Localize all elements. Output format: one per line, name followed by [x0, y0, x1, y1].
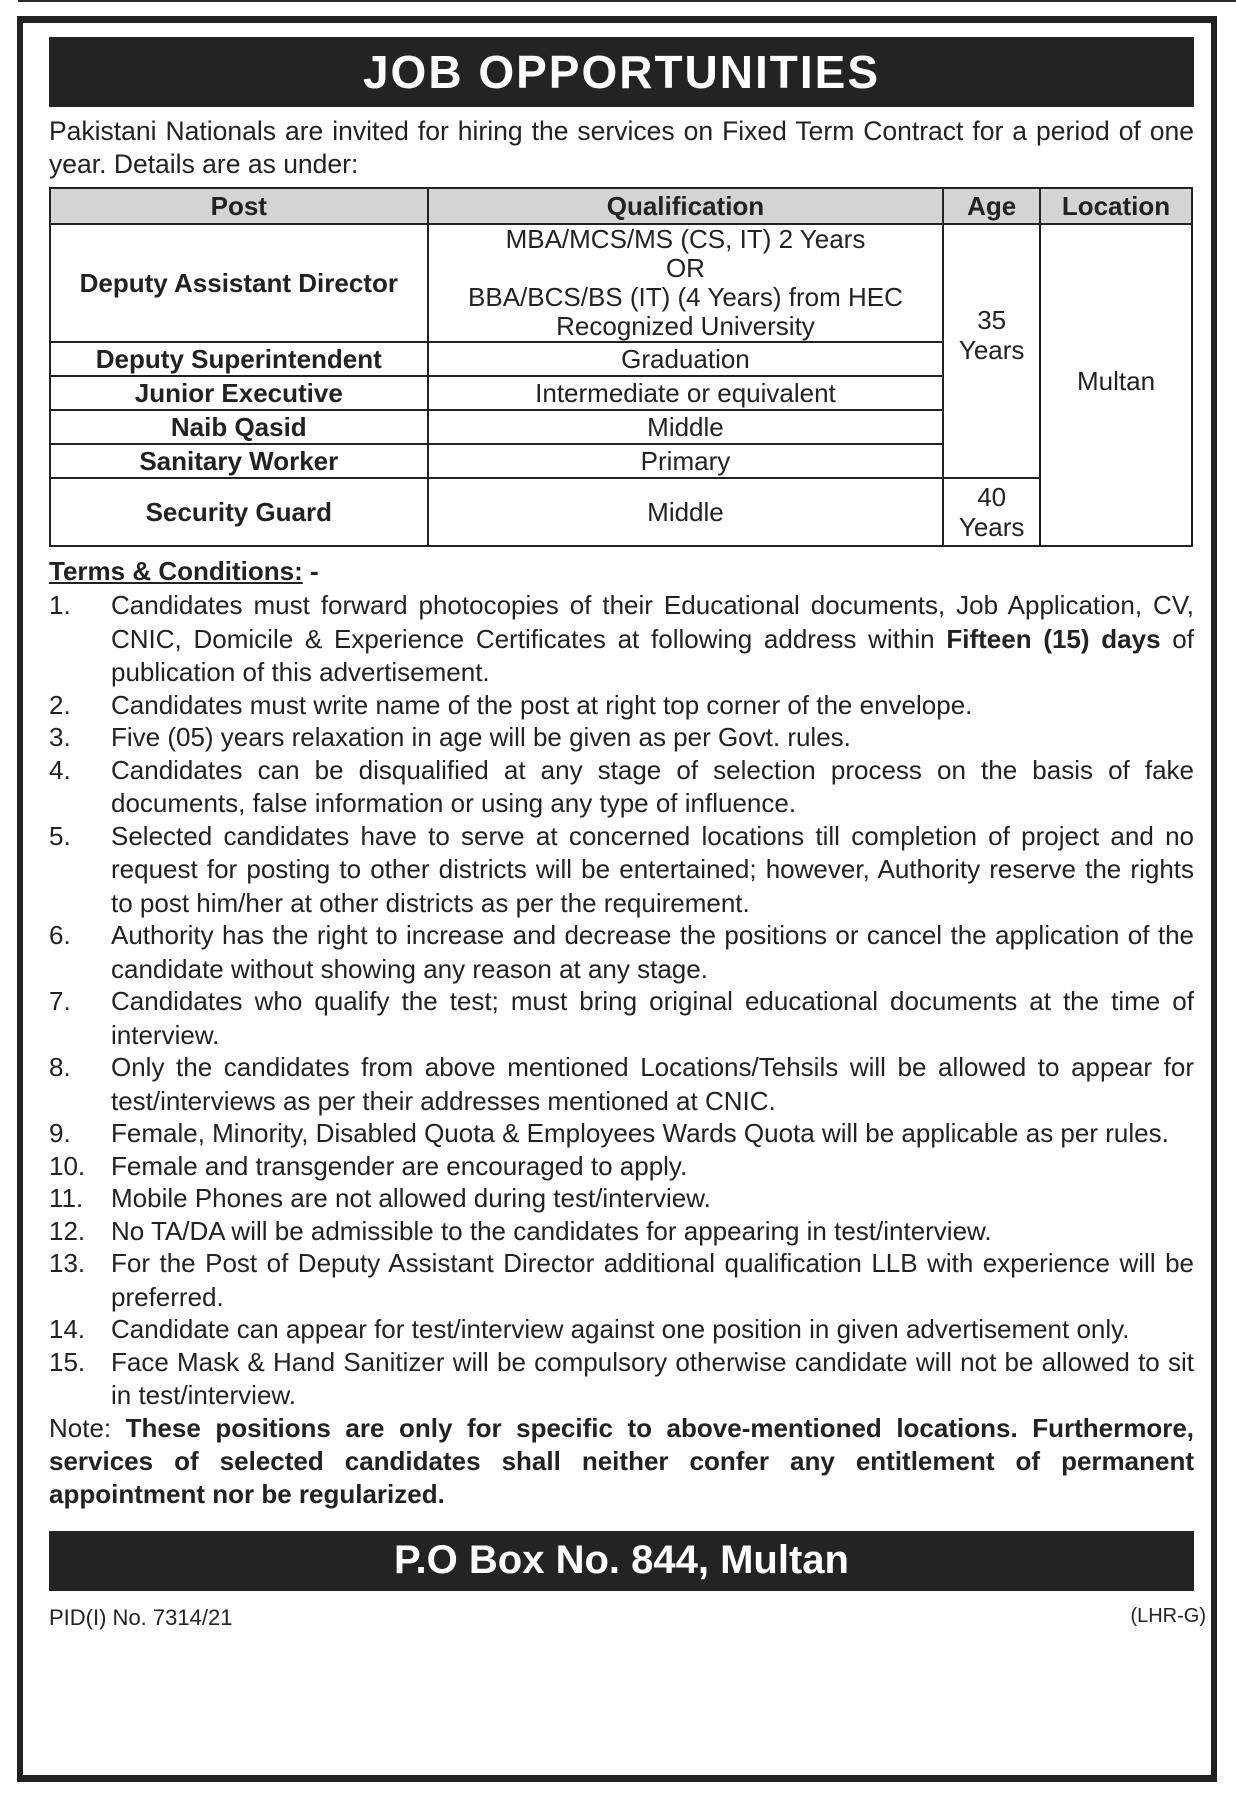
item-number: 12. [49, 1215, 86, 1246]
item-text: Candidates must write name of the post at right top corner of the envelope. [111, 689, 973, 720]
terms-heading-label: Terms & Conditions: [49, 556, 303, 586]
item-text: Candidates can be disqualified at any stage of selection process on the basis of fake documents, false information or using any type of influence. [111, 754, 1194, 818]
list-item [49, 589, 1194, 690]
item-text: No TA/DA will be admissible to the candidates for appearing in test/interview. [111, 1215, 992, 1246]
header-post: Post [50, 188, 428, 224]
item-number: 7. [49, 986, 71, 1016]
item-text [111, 589, 1194, 690]
location-cell: Multan [1040, 224, 1192, 546]
terms-heading-suffix: - [302, 556, 319, 586]
list-item [49, 1313, 1194, 1347]
note-label: Note: [49, 1412, 126, 1443]
qualification-cell: Intermediate or equivalent [428, 376, 944, 410]
advertisement-content [49, 37, 1206, 1631]
item-text: Candidate can appear for test/interview against one position in given advertisement only. [111, 1314, 1130, 1344]
qualification-cell: Primary [428, 444, 944, 478]
note [49, 1412, 1194, 1511]
list-item [49, 1346, 1194, 1413]
item-number: 4. [49, 754, 71, 785]
qualification-line: OR [665, 253, 705, 283]
age-value: 40 [977, 482, 1007, 512]
qualification-cell: Graduation [428, 342, 944, 376]
qualification-cell: Middle [428, 410, 944, 444]
list-item [49, 689, 1194, 723]
age-unit: Years [958, 335, 1025, 365]
item-text: Mobile Phones are not allowed during test/interview. [111, 1183, 711, 1213]
intro-text: Pakistani Nationals are invited for hiring the services on Fixed Term Contract for a period of one year. Details are as under: [49, 116, 1194, 179]
top-rule [18, 0, 1236, 2]
item-text: Female and transgender are encouraged to apply. [111, 1150, 688, 1181]
post-cell: Sanitary Worker [50, 444, 428, 478]
item-text: Five (05) years relaxation in age will be given as per Govt. rules. [111, 722, 851, 752]
list-item [49, 1150, 1194, 1184]
item-number: 2. [49, 689, 71, 720]
qualification-line: BBA/BCS/BS (IT) (4 Years) from HEC [468, 282, 903, 312]
list-item [49, 820, 1194, 921]
item-text: Only the candidates from above mentioned Locations/Tehsils will be allowed to appear for test/interviews as per their addresses mentioned at CNIC. [111, 1052, 1194, 1116]
list-item [49, 1182, 1194, 1216]
item-number: 10. [49, 1150, 86, 1181]
item-number: 5. [49, 820, 71, 851]
item-text: Face Mask & Hand Sanitizer will be compulsory otherwise candidate will not be allowed to sit in test/interview. [111, 1346, 1194, 1410]
item-text: Female, Minority, Disabled Quota & Employees Wards Quota will be applicable as per rules. [111, 1118, 1169, 1148]
item-number: 13. [49, 1248, 86, 1278]
item-number: 14. [49, 1314, 86, 1344]
terms-heading [49, 555, 1194, 587]
table-row [50, 224, 1192, 342]
item-text-part: of publication of this advertisement. [111, 623, 1194, 687]
post-cell: Junior Executive [50, 376, 428, 410]
item-number: 11. [49, 1183, 84, 1213]
post-cell: Naib Qasid [50, 410, 428, 444]
item-text-bold: Fifteen (15) days [946, 623, 1161, 654]
item-text: Candidates who qualify the test; must bring original educational documents at the time of interview. [111, 986, 1194, 1050]
header-location: Location [1040, 188, 1192, 224]
list-item [49, 1247, 1194, 1314]
item-number: 9. [49, 1118, 71, 1148]
list-item [49, 1117, 1194, 1151]
age-value: 35 [977, 305, 1007, 335]
age-cell [943, 478, 1040, 546]
post-cell: Security Guard [50, 478, 428, 546]
item-text: Authority has the right to increase and decrease the positions or cancel the application of the candidate without showing any reason at any stage. [111, 920, 1194, 984]
item-number: 15. [49, 1346, 86, 1377]
page-title: JOB OPPORTUNITIES [49, 37, 1194, 107]
footer [49, 1604, 1206, 1631]
list-item [49, 754, 1194, 821]
item-text: For the Post of Deputy Assistant Director additional qualification LLB with experience will be preferred. [111, 1248, 1194, 1312]
table-row [50, 478, 1192, 546]
item-text-part: Candidates must forward photocopies of their Educational documents, Job Application, CV, CNIC, Domicile & Experience Certificates at following address within [111, 590, 1194, 654]
header-age: Age [943, 188, 1040, 224]
table-header-row [50, 188, 1192, 224]
list-item [49, 721, 1194, 755]
post-cell: Deputy Assistant Director [50, 224, 428, 342]
item-number: 8. [49, 1052, 71, 1082]
note-text: These positions are only for specific to above-mentioned locations. Furthermore, services of selected candidates shall neither confer any entitlement of permanent appointment nor be regularized. [49, 1412, 1194, 1509]
item-number: 6. [49, 920, 71, 950]
list-item [49, 985, 1194, 1052]
qualification-cell [428, 224, 944, 342]
jobs-table [49, 187, 1193, 547]
item-number: 1. [49, 590, 71, 620]
list-item [49, 1051, 1194, 1118]
item-text: Selected candidates have to serve at concerned locations till completion of project and no request for posting to other districts will be entertained; however, Authority reserve the rights to post him/her at other districts as per the requirement. [111, 820, 1194, 918]
list-item [49, 919, 1194, 986]
qualification-cell: Middle [428, 478, 944, 546]
age-cell [943, 224, 1040, 478]
qualification-line: MBA/MCS/MS (CS, IT) 2 Years [505, 224, 866, 254]
qualification-line: Recognized University [556, 311, 815, 341]
post-cell: Deputy Superintendent [50, 342, 428, 376]
region-code: (LHR-G) [1130, 1604, 1206, 1627]
age-unit: Years [958, 512, 1025, 542]
pid-number: PID(I) No. 7314/21 [49, 1604, 233, 1630]
header-qualification: Qualification [428, 188, 944, 224]
advertisement-frame [17, 16, 1217, 1782]
list-item [49, 1215, 1194, 1249]
terms-list [49, 589, 1194, 1413]
address-bar: P.O Box No. 844, Multan [49, 1531, 1194, 1591]
item-number: 3. [49, 722, 71, 752]
